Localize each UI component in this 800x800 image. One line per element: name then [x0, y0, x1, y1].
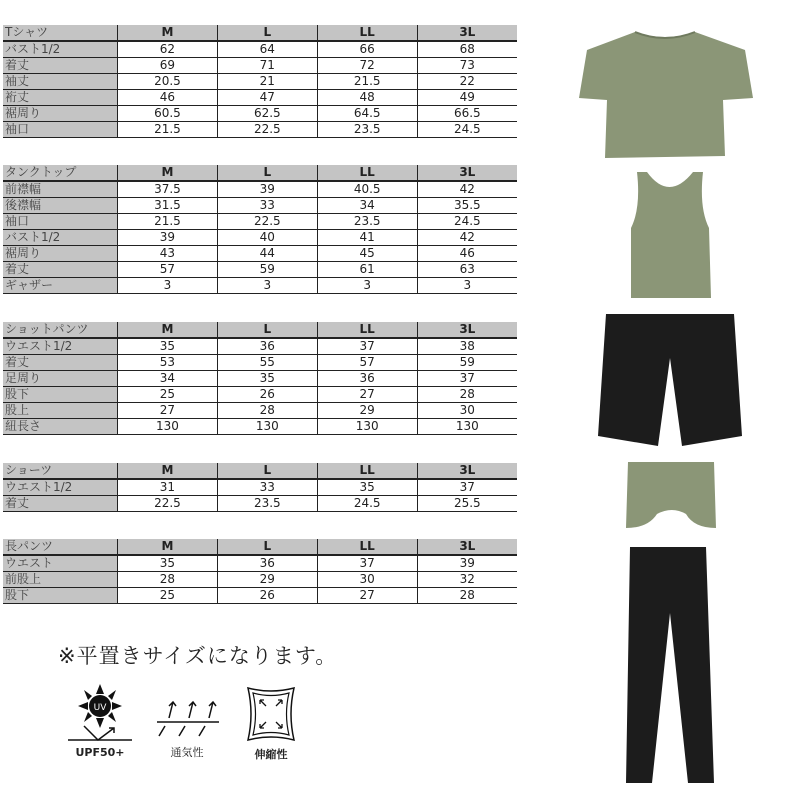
table-cell: 130 — [118, 419, 218, 435]
size-header: LL — [317, 322, 417, 338]
size-table — [3, 25, 517, 138]
table-cell: 24.5 — [417, 214, 517, 230]
table-cell: 23.5 — [217, 496, 317, 512]
table-cell: 73 — [417, 58, 517, 74]
table-cell: 29 — [217, 572, 317, 588]
size-header: M — [118, 539, 218, 555]
table-cell: 46 — [417, 246, 517, 262]
table-cell: 35.5 — [417, 198, 517, 214]
stretch-label: 伸縮性 — [254, 748, 288, 761]
table-cell: 22.5 — [217, 122, 317, 138]
table-cell: 21.5 — [317, 74, 417, 90]
table-cell: 69 — [118, 58, 218, 74]
table-cell: 23.5 — [317, 214, 417, 230]
table-cell: 61 — [317, 262, 417, 278]
row-label: 前襟幅 — [3, 181, 118, 198]
table-cell: 32 — [417, 572, 517, 588]
size-header: LL — [317, 165, 417, 181]
table-cell: 44 — [217, 246, 317, 262]
table-row — [3, 278, 517, 294]
table-row — [3, 355, 517, 371]
table-cell: 62.5 — [217, 106, 317, 122]
tanktop-image — [625, 168, 715, 303]
table-title: ショットパンツ — [3, 322, 118, 338]
row-label: バスト1/2 — [3, 41, 118, 58]
row-label: 股下 — [3, 588, 118, 604]
table-cell: 63 — [417, 262, 517, 278]
size-header: LL — [317, 463, 417, 479]
table-row — [3, 41, 517, 58]
row-label: 着丈 — [3, 58, 118, 74]
uv-sun-icon — [60, 684, 140, 746]
size-table — [3, 463, 517, 512]
table-cell: 39 — [417, 555, 517, 572]
table-header-row — [3, 322, 517, 338]
size-header: 3L — [417, 165, 517, 181]
table-row — [3, 338, 517, 355]
row-label: ウエスト1/2 — [3, 479, 118, 496]
row-label: 袖口 — [3, 122, 118, 138]
table-cell: 40 — [217, 230, 317, 246]
table-row — [3, 74, 517, 90]
table-cell: 42 — [417, 230, 517, 246]
row-label: 袖丈 — [3, 74, 118, 90]
table-cell: 37 — [317, 555, 417, 572]
table-title: タンクトップ — [3, 165, 118, 181]
table-cell: 53 — [118, 355, 218, 371]
svg-text:UV: UV — [93, 703, 107, 713]
size-header: M — [118, 165, 218, 181]
table-cell: 21.5 — [118, 122, 218, 138]
table-row — [3, 262, 517, 278]
size-header: L — [217, 539, 317, 555]
table-cell: 21.5 — [118, 214, 218, 230]
table-cell: 47 — [217, 90, 317, 106]
table-cell: 25 — [118, 387, 218, 403]
size-table — [3, 322, 517, 435]
table-cell: 26 — [217, 588, 317, 604]
table-header-row — [3, 25, 517, 41]
table-cell: 21 — [217, 74, 317, 90]
feature-upf — [55, 684, 145, 764]
row-label: 袖口 — [3, 214, 118, 230]
table-cell: 57 — [317, 355, 417, 371]
size-header: 3L — [417, 539, 517, 555]
table-row — [3, 214, 517, 230]
table-row — [3, 403, 517, 419]
flat-measurement-note: ※平置きサイズになります。 — [58, 644, 338, 668]
table-row — [3, 198, 517, 214]
table-cell: 130 — [417, 419, 517, 435]
row-label: 裾周り — [3, 246, 118, 262]
table-cell: 22 — [417, 74, 517, 90]
table-cell: 25 — [118, 588, 218, 604]
table-cell: 37 — [417, 479, 517, 496]
table-row — [3, 371, 517, 387]
table-cell: 130 — [317, 419, 417, 435]
table-cell: 22.5 — [118, 496, 218, 512]
size-header: LL — [317, 25, 417, 41]
table-row — [3, 181, 517, 198]
stretch-icon — [236, 684, 306, 746]
table-cell: 37 — [317, 338, 417, 355]
row-label: 裄丈 — [3, 90, 118, 106]
table-row — [3, 246, 517, 262]
table-title: ショーツ — [3, 463, 118, 479]
table-cell: 30 — [317, 572, 417, 588]
row-label: 股上 — [3, 403, 118, 419]
table-cell: 39 — [118, 230, 218, 246]
table-header-row — [3, 539, 517, 555]
size-header: M — [118, 25, 218, 41]
short-pants-image — [596, 310, 744, 452]
shorts-image — [624, 458, 719, 534]
table-cell: 33 — [217, 198, 317, 214]
table-cell: 23.5 — [317, 122, 417, 138]
table-cell: 42 — [417, 181, 517, 198]
table-cell: 31.5 — [118, 198, 218, 214]
table-cell: 64 — [217, 41, 317, 58]
table-cell: 27 — [118, 403, 218, 419]
table-cell: 66 — [317, 41, 417, 58]
table-cell: 36 — [217, 555, 317, 572]
table-cell: 66.5 — [417, 106, 517, 122]
table-row — [3, 122, 517, 138]
table-cell: 59 — [417, 355, 517, 371]
size-header: 3L — [417, 463, 517, 479]
size-header: 3L — [417, 25, 517, 41]
table-title: Tシャツ — [3, 25, 118, 41]
table-cell: 3 — [118, 278, 218, 294]
size-table — [3, 165, 517, 294]
table-cell: 130 — [217, 419, 317, 435]
table-cell: 3 — [217, 278, 317, 294]
table-row — [3, 58, 517, 74]
table-cell: 55 — [217, 355, 317, 371]
table-cell: 27 — [317, 387, 417, 403]
row-label: 股下 — [3, 387, 118, 403]
table-cell: 28 — [417, 387, 517, 403]
table-cell: 43 — [118, 246, 218, 262]
row-label: 紐長さ — [3, 419, 118, 435]
table-cell: 27 — [317, 588, 417, 604]
table-cell: 62 — [118, 41, 218, 58]
size-header: L — [217, 463, 317, 479]
table-cell: 72 — [317, 58, 417, 74]
table-row — [3, 479, 517, 496]
table-cell: 31 — [118, 479, 218, 496]
row-label: 裾周り — [3, 106, 118, 122]
table-cell: 28 — [217, 403, 317, 419]
feature-breathable — [142, 684, 232, 764]
size-header: 3L — [417, 322, 517, 338]
table-cell: 37 — [417, 371, 517, 387]
table-cell: 33 — [217, 479, 317, 496]
row-label: 着丈 — [3, 355, 118, 371]
feature-stretch — [226, 684, 316, 764]
table-cell: 26 — [217, 387, 317, 403]
size-table — [3, 539, 517, 604]
table-cell: 68 — [417, 41, 517, 58]
row-label: ギャザー — [3, 278, 118, 294]
table-cell: 48 — [317, 90, 417, 106]
table-cell: 34 — [317, 198, 417, 214]
size-header: L — [217, 165, 317, 181]
row-label: ウエスト — [3, 555, 118, 572]
table-cell: 60.5 — [118, 106, 218, 122]
tshirt-image — [575, 28, 755, 163]
table-title: 長パンツ — [3, 539, 118, 555]
table-row — [3, 588, 517, 604]
table-row — [3, 496, 517, 512]
table-cell: 41 — [317, 230, 417, 246]
table-cell: 28 — [417, 588, 517, 604]
row-label: バスト1/2 — [3, 230, 118, 246]
table-cell: 20.5 — [118, 74, 218, 90]
table-cell: 35 — [118, 555, 218, 572]
row-label: ウエスト1/2 — [3, 338, 118, 355]
table-row — [3, 90, 517, 106]
table-cell: 40.5 — [317, 181, 417, 198]
table-cell: 45 — [317, 246, 417, 262]
upf-label: UPF50+ — [75, 746, 125, 759]
size-header: L — [217, 322, 317, 338]
table-cell: 39 — [217, 181, 317, 198]
table-cell: 24.5 — [417, 122, 517, 138]
table-cell: 30 — [417, 403, 517, 419]
table-row — [3, 230, 517, 246]
table-cell: 36 — [317, 371, 417, 387]
row-label: 着丈 — [3, 262, 118, 278]
size-header: L — [217, 25, 317, 41]
table-cell: 35 — [118, 338, 218, 355]
table-cell: 3 — [317, 278, 417, 294]
table-row — [3, 555, 517, 572]
row-label: 着丈 — [3, 496, 118, 512]
table-cell: 38 — [417, 338, 517, 355]
table-cell: 46 — [118, 90, 218, 106]
table-cell: 29 — [317, 403, 417, 419]
table-row — [3, 387, 517, 403]
breathable-icon — [147, 684, 227, 744]
table-cell: 28 — [118, 572, 218, 588]
table-cell: 22.5 — [217, 214, 317, 230]
table-cell: 34 — [118, 371, 218, 387]
table-cell: 3 — [417, 278, 517, 294]
row-label: 前股上 — [3, 572, 118, 588]
table-header-row — [3, 463, 517, 479]
row-label: 後襟幅 — [3, 198, 118, 214]
table-row — [3, 572, 517, 588]
table-cell: 64.5 — [317, 106, 417, 122]
table-cell: 25.5 — [417, 496, 517, 512]
table-cell: 71 — [217, 58, 317, 74]
table-cell: 59 — [217, 262, 317, 278]
table-cell: 35 — [317, 479, 417, 496]
table-cell: 37.5 — [118, 181, 218, 198]
size-header: M — [118, 463, 218, 479]
table-row — [3, 106, 517, 122]
size-header: M — [118, 322, 218, 338]
long-pants-image — [618, 543, 718, 788]
table-header-row — [3, 165, 517, 181]
table-cell: 49 — [417, 90, 517, 106]
table-cell: 35 — [217, 371, 317, 387]
table-row — [3, 419, 517, 435]
row-label: 足周り — [3, 371, 118, 387]
table-cell: 24.5 — [317, 496, 417, 512]
table-cell: 36 — [217, 338, 317, 355]
breathable-label: 通気性 — [170, 746, 204, 759]
table-cell: 57 — [118, 262, 218, 278]
size-header: LL — [317, 539, 417, 555]
